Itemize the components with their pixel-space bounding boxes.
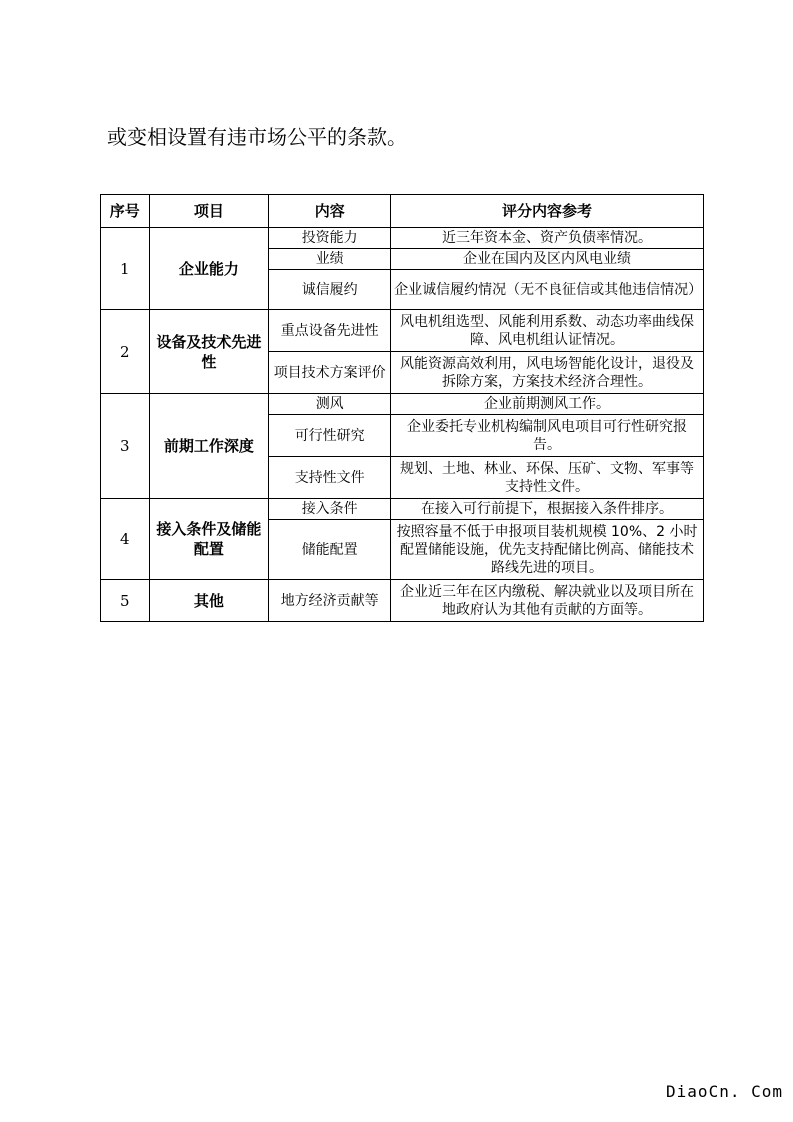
row-content: 投资能力: [269, 228, 391, 249]
row-content: 项目技术方案评价: [269, 352, 391, 394]
header-reference: 评分内容参考: [391, 195, 704, 228]
row-item: 设备及技术先进性: [149, 310, 269, 394]
row-content: 可行性研究: [269, 415, 391, 457]
row-content: 接入条件: [269, 499, 391, 520]
row-number: 1: [101, 228, 150, 310]
table-header-row: [101, 195, 704, 228]
row-content: 业绩: [269, 249, 391, 270]
lead-paragraph: 或变相设置有违市场公平的条款。: [107, 125, 407, 149]
header-content: 内容: [269, 195, 391, 228]
row-reference: 在接入可行前提下，根据接入条件排序。: [391, 499, 704, 520]
row-reference: 企业委托专业机构编制风电项目可行性研究报告。: [391, 415, 704, 457]
row-content: 诚信履约: [269, 270, 391, 310]
row-reference: 企业诚信履约情况（无不良征信或其他违信情况）: [391, 270, 704, 310]
row-reference: 企业在国内及区内风电业绩: [391, 249, 704, 270]
row-content: 支持性文件: [269, 457, 391, 499]
row-reference: 风电机组选型、风能利用系数、动态功率曲线保障、风电机组认证情况。: [391, 310, 704, 352]
row-item: 接入条件及储能配置: [149, 499, 269, 580]
row-reference: 按照容量不低于申报项目装机规模 10%、2 小时配置储能设施，优先支持配储比例高、储能技术路线先进的项目。: [391, 520, 704, 580]
row-reference: 企业前期测风工作。: [391, 394, 704, 415]
row-reference: 企业近三年在区内缴税、解决就业以及项目所在地政府认为其他有贡献的方面等。: [391, 580, 704, 622]
row-content: 储能配置: [269, 520, 391, 580]
row-content: 重点设备先进性: [269, 310, 391, 352]
row-reference: 风能资源高效利用，风电场智能化设计，退役及拆除方案，方案技术经济合理性。: [391, 352, 704, 394]
site-watermark: DiaoCn. Com: [666, 1082, 783, 1101]
header-no: 序号: [101, 195, 150, 228]
table-row: [101, 580, 704, 622]
row-item: 其他: [149, 580, 269, 622]
row-number: 5: [101, 580, 150, 622]
row-reference: 近三年资本金、资产负债率情况。: [391, 228, 704, 249]
row-number: 2: [101, 310, 150, 394]
row-content: 测风: [269, 394, 391, 415]
table-row: [101, 499, 704, 520]
table-row: [101, 394, 704, 415]
row-number: 4: [101, 499, 150, 580]
table-row: [101, 310, 704, 352]
scoring-criteria-table: [100, 194, 704, 622]
row-number: 3: [101, 394, 150, 499]
header-item: 项目: [149, 195, 269, 228]
row-content: 地方经济贡献等: [269, 580, 391, 622]
row-reference: 规划、土地、林业、环保、压矿、文物、军事等支持性文件。: [391, 457, 704, 499]
row-item: 前期工作深度: [149, 394, 269, 499]
row-item: 企业能力: [149, 228, 269, 310]
table-row: [101, 228, 704, 249]
